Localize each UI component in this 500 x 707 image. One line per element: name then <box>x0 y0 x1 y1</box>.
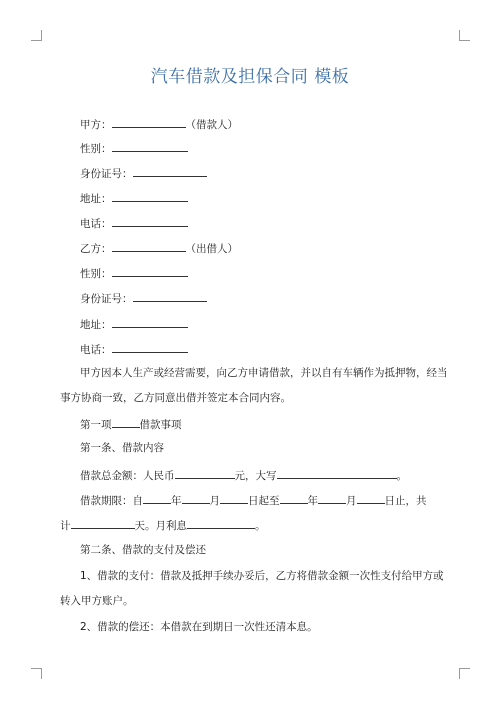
party-b-gender-label: 性别： <box>80 268 112 280</box>
party-a-role: （借款人） <box>185 119 238 131</box>
article-2-item-1-line-2: 转入甲方账户。 <box>60 595 134 607</box>
party-a-id-line <box>80 165 207 181</box>
start-day-blank[interactable] <box>220 492 248 504</box>
end-day-blank[interactable] <box>357 492 385 504</box>
monthly-interest-blank[interactable] <box>187 517 255 529</box>
loan-amount-label: 借款总金额：人民币 <box>80 470 175 482</box>
party-a-gender-blank[interactable] <box>112 140 188 152</box>
section-1-blank <box>112 416 140 428</box>
party-b-address-label: 地址： <box>80 319 112 331</box>
loan-period-line <box>80 492 427 508</box>
start-year-blank[interactable] <box>143 492 171 504</box>
party-a-label: 甲方： <box>80 119 112 131</box>
article-1-heading: 第一条、借款内容 <box>80 442 164 454</box>
party-a-phone-label: 电话： <box>80 218 112 230</box>
loan-period-line-2 <box>60 517 266 533</box>
start-month-blank[interactable] <box>182 492 210 504</box>
party-a-id-blank[interactable] <box>133 165 207 177</box>
day-to-label: 日止，共 <box>384 495 427 507</box>
intro-line-1: 甲方因本人生产或经营需要，向乙方申请借款，并以自有车辆作为抵押物，经当 <box>80 367 448 379</box>
party-a-id-label: 身份证号： <box>80 168 133 180</box>
party-b-label: 乙方： <box>80 243 112 255</box>
party-a-line <box>80 116 238 132</box>
loan-amount-blank[interactable] <box>175 467 235 479</box>
month2-label: 月 <box>346 495 357 507</box>
corner-mark-top-right <box>459 30 470 41</box>
loan-amount-end: 。 <box>396 470 407 482</box>
party-b-blank[interactable] <box>112 240 186 252</box>
party-b-gender-blank[interactable] <box>112 265 188 277</box>
party-a-gender-line <box>80 140 188 156</box>
period-prefix: 计 <box>60 520 71 532</box>
party-a-address-blank[interactable] <box>112 190 188 202</box>
corner-mark-bottom-left <box>31 668 42 679</box>
loan-amount-line <box>80 467 407 483</box>
intro-line-2: 事方协商一致，乙方同意出借并签定本合同内容。 <box>60 392 291 404</box>
section-1-heading <box>80 416 182 432</box>
article-2-item-1-line-1: 1、借款的支付：借款及抵押手续办妥后，乙方将借款金额一次性支付给甲方或 <box>80 570 444 582</box>
year2-label: 年 <box>307 495 318 507</box>
party-b-phone-line <box>80 341 188 357</box>
party-a-address-line <box>80 190 188 206</box>
party-a-blank[interactable] <box>112 116 186 128</box>
party-b-id-blank[interactable] <box>133 290 207 302</box>
party-a-phone-line <box>80 215 188 231</box>
year-label: 年 <box>171 495 182 507</box>
loan-period-label: 借款期限：自 <box>80 495 143 507</box>
party-b-gender-line <box>80 265 188 281</box>
month-label: 月 <box>209 495 220 507</box>
corner-mark-bottom-right <box>459 668 470 679</box>
party-b-address-blank[interactable] <box>112 316 188 328</box>
party-b-line <box>80 240 238 256</box>
article-2-item-2: 2、借款的偿还：本借款在到期日一次性还清本息。 <box>80 621 318 633</box>
party-b-address-line <box>80 316 188 332</box>
corner-mark-top-left <box>31 30 42 41</box>
day-from-label: 日起至 <box>248 495 280 507</box>
party-b-phone-label: 电话： <box>80 344 112 356</box>
party-b-id-line <box>80 290 207 306</box>
party-a-address-label: 地址： <box>80 193 112 205</box>
party-a-gender-label: 性别： <box>80 143 112 155</box>
period-days-blank[interactable] <box>71 517 135 529</box>
party-b-role: （出借人） <box>185 243 238 255</box>
period-end: 。 <box>255 520 266 532</box>
end-month-blank[interactable] <box>318 492 346 504</box>
end-year-blank[interactable] <box>280 492 308 504</box>
party-b-phone-blank[interactable] <box>112 341 188 353</box>
section-1-title: 借款事项 <box>139 419 182 431</box>
period-unit: 天。月利息 <box>134 520 187 532</box>
party-b-id-label: 身份证号： <box>80 293 133 305</box>
loan-amount-unit: 元，大写 <box>234 470 277 482</box>
party-a-phone-blank[interactable] <box>112 215 188 227</box>
article-2-heading: 第二条、借款的支付及偿还 <box>80 544 206 556</box>
loan-amount-words-blank[interactable] <box>277 467 397 479</box>
section-1-prefix: 第一项 <box>80 419 112 431</box>
document-title: 汽车借款及担保合同 模板 <box>150 67 350 87</box>
